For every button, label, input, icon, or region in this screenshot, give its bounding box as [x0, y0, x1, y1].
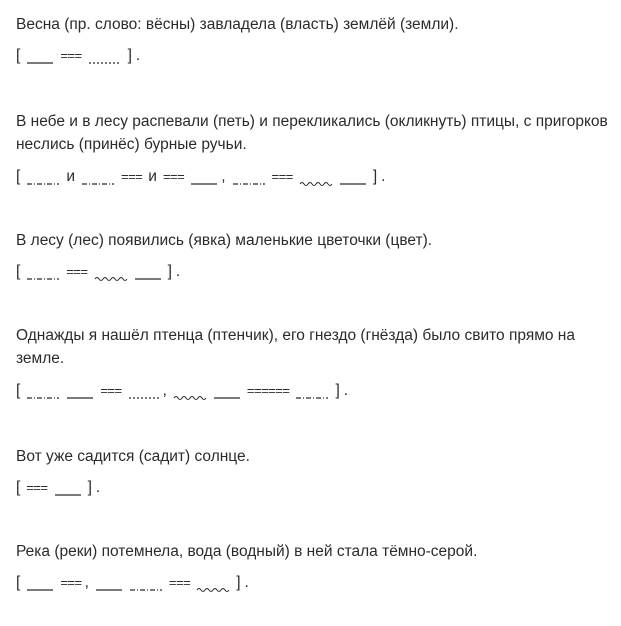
- comma: ,: [162, 382, 167, 399]
- predicate-underline: ===: [120, 169, 143, 184]
- sentence-5: Вот уже садится (садит) солнце.: [16, 448, 250, 465]
- object-underline: [88, 48, 122, 66]
- bracket-close: ]: [87, 479, 92, 496]
- adverbial-underline: [81, 169, 115, 187]
- bracket-open: [: [16, 479, 21, 496]
- bracket-close: ]: [127, 47, 132, 64]
- subject-underline: [26, 575, 54, 593]
- conjunction: и: [148, 168, 157, 185]
- adverbial-underline: [129, 575, 163, 593]
- object-underline: [128, 383, 160, 401]
- period: .: [381, 168, 386, 185]
- attribute-underline: [299, 169, 333, 187]
- bracket-close: ]: [372, 168, 378, 185]
- bracket-open: [: [16, 574, 21, 591]
- subject-underline: [26, 48, 54, 66]
- bracket-open: [: [16, 47, 21, 64]
- conjunction: и: [66, 168, 75, 185]
- sentence-6: Река (реки) потемнела, вода (водный) в ней стала тёмно-серой.: [16, 543, 478, 560]
- schema-6: [16, 573, 255, 593]
- attribute-underline: [196, 575, 230, 593]
- predicate-underline: ===: [271, 169, 293, 184]
- period: .: [244, 574, 249, 591]
- sentence-2: В небе и в лесу распевали (петь) и перекликались (окликнуть) птицы, с пригорков неслись (принёс) бурные ручьи.: [16, 113, 608, 153]
- bracket-open: [: [16, 263, 21, 280]
- subject-underline: [213, 383, 241, 401]
- predicate-underline: ===: [66, 264, 88, 279]
- comma: ,: [221, 168, 226, 185]
- adverbial-underline: [295, 383, 329, 401]
- schema-1: [16, 46, 146, 66]
- comma: ,: [84, 574, 89, 591]
- bracket-close: ]: [335, 382, 340, 399]
- bracket-open: [: [16, 382, 21, 399]
- schema-5: [16, 478, 106, 498]
- period: .: [343, 382, 349, 399]
- bracket-close: ]: [167, 263, 172, 280]
- subject-underline: [54, 480, 82, 498]
- bracket-close: ]: [236, 574, 241, 591]
- adverbial-underline: [232, 169, 266, 187]
- compound-predicate-underline: ======: [246, 383, 290, 398]
- period: .: [175, 263, 181, 280]
- period: .: [135, 47, 141, 64]
- predicate-underline: ===: [26, 480, 48, 495]
- subject-underline: [134, 264, 162, 282]
- predicate-underline: ===: [60, 575, 82, 590]
- sentence-1: Весна (пр. слово: вёсны) завладела (власть) землёй (земли).: [16, 16, 459, 33]
- subject-underline: [95, 575, 123, 593]
- bracket-open: [: [16, 168, 21, 185]
- subject-underline: [339, 169, 367, 187]
- schema-4: [16, 381, 354, 401]
- attribute-underline: [173, 383, 207, 401]
- predicate-underline: ===: [168, 575, 191, 590]
- subject-underline: [190, 169, 218, 187]
- sentence-4: Однажды я нашёл птенца (птенчик), его гнездо (гнёзда) было свито прямо на земле.: [16, 327, 575, 367]
- adverbial-underline: [26, 169, 60, 187]
- schema-2: [16, 167, 391, 187]
- predicate-underline: ===: [162, 169, 185, 184]
- attribute-underline: [94, 264, 128, 282]
- adverbial-underline: [26, 264, 60, 282]
- predicate-underline: ===: [100, 383, 122, 398]
- subject-underline: [66, 383, 94, 401]
- schema-3: [16, 262, 186, 282]
- adverbial-underline: [26, 383, 60, 401]
- sentence-3: В лесу (лес) появились (явка) маленькие цветочки (цвет).: [16, 232, 433, 249]
- period: .: [95, 479, 101, 496]
- predicate-underline: ===: [60, 48, 82, 63]
